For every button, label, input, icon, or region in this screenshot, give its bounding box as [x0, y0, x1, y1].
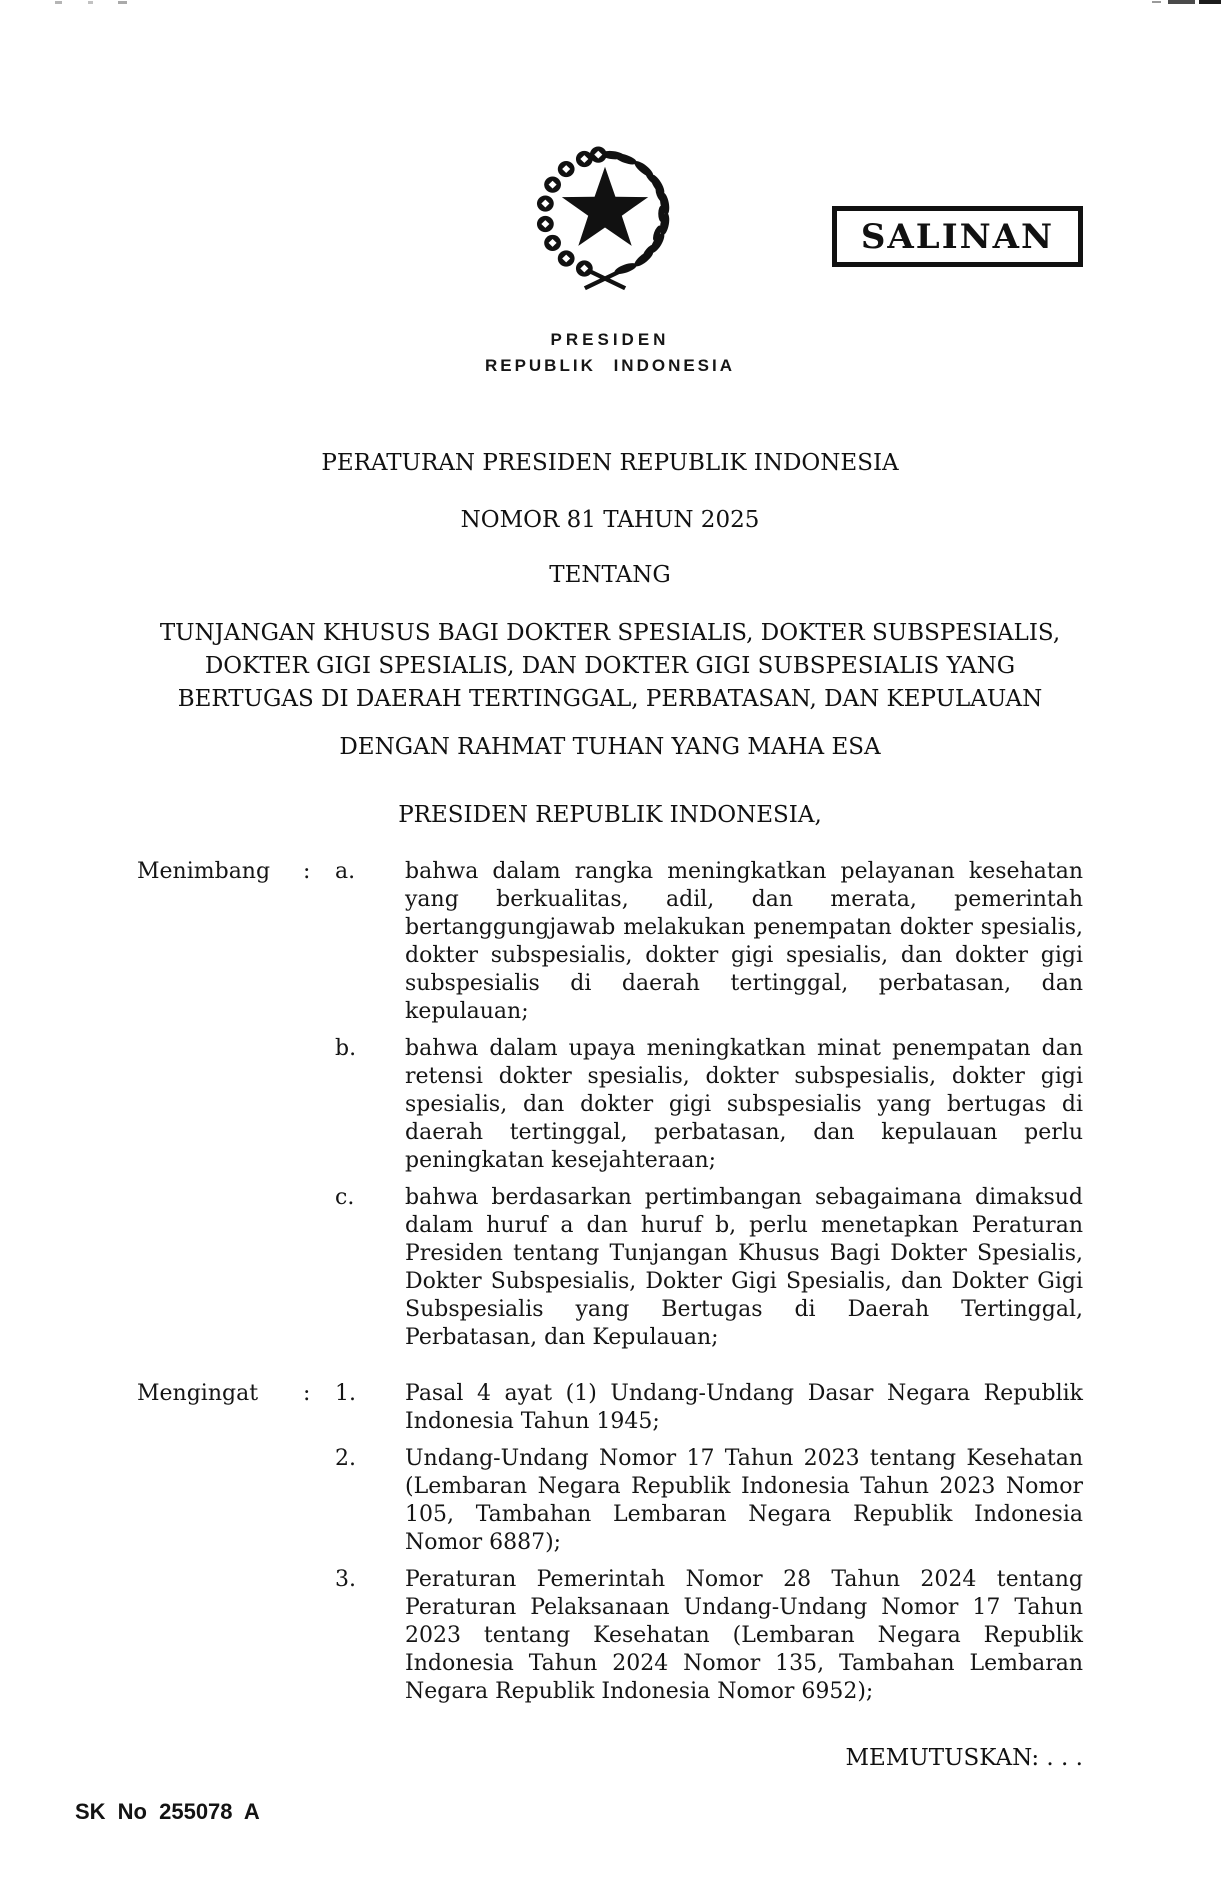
mengingat-colon: :	[303, 1381, 311, 1406]
consideration-item-c-marker: c.	[335, 1185, 355, 1210]
consideration-item-a-text: bahwa dalam rangka meningkatkan pelayanan kesehatan yang berkualitas, adil, dan merata, pemerintah bertanggungjawab melakukan penempatan dokter spesialis, dokter subspesialis, dokter gigi spesialis, dan dokter gigi subspesialis di daerah tertinggal, perbatasan, dan kepulauan;	[405, 859, 1083, 1024]
scan-artifact-top-right-2	[1168, 0, 1195, 4]
scan-artifact-top-right-3	[1199, 0, 1221, 4]
legal-basis-item-2	[335, 1445, 1083, 1557]
letterhead-presiden: PRESIDEN	[550, 330, 670, 349]
salinan-stamp-label: SALINAN	[860, 216, 1055, 257]
invocation-line: DENGAN RAHMAT TUHAN YANG MAHA ESA	[339, 734, 881, 760]
mengingat-label: Mengingat	[137, 1381, 259, 1406]
sk-number: SK No 255078 A	[75, 1799, 260, 1824]
memutuskan-catchword: MEMUTUSKAN: . . .	[845, 1745, 1083, 1771]
scan-artifact-top-left-3	[118, 1, 127, 4]
scan-artifact-top-left-2	[88, 1, 93, 4]
letterhead	[137, 330, 1083, 376]
presidential-seal-icon	[521, 136, 689, 298]
salinan-stamp	[832, 206, 1083, 267]
consideration-item-c	[335, 1184, 1083, 1352]
regulation-number: NOMOR 81 TAHUN 2025	[460, 507, 760, 533]
consideration-item-a-marker: a.	[335, 859, 356, 884]
regulation-subject-line-1: TUNJANGAN KHUSUS BAGI DOKTER SPESIALIS, DOKTER SUBSPESIALIS,	[159, 620, 1061, 646]
authority-line: PRESIDEN REPUBLIK INDONESIA,	[398, 802, 822, 828]
regulation-subject-line-3: BERTUGAS DI DAERAH TERTINGGAL, PERBATASAN, DAN KEPULAUAN	[177, 686, 1043, 712]
mengingat-section	[137, 1380, 1083, 1715]
legal-basis-item-3-marker: 3.	[335, 1567, 356, 1592]
legal-basis-item-2-marker: 2.	[335, 1446, 356, 1471]
menimbang-colon: :	[303, 859, 311, 884]
menimbang-label: Menimbang	[137, 859, 271, 884]
letterhead-republik-indonesia: REPUBLIK INDONESIA	[484, 356, 736, 375]
tentang-label: TENTANG	[549, 562, 671, 588]
legal-basis-item-1-text: Pasal 4 ayat (1) Undang-Undang Dasar Negara Republik Indonesia Tahun 1945;	[405, 1381, 1083, 1434]
menimbang-section	[137, 858, 1083, 1361]
consideration-item-b	[335, 1035, 1083, 1175]
legal-basis-item-1	[335, 1380, 1083, 1436]
regulation-subject	[137, 617, 1083, 716]
consideration-item-b-marker: b.	[335, 1036, 357, 1061]
regulation-title: PERATURAN PRESIDEN REPUBLIK INDONESIA	[321, 450, 899, 476]
legal-basis-item-1-marker: 1.	[335, 1381, 356, 1406]
legal-basis-item-3-text: Peraturan Pemerintah Nomor 28 Tahun 2024 tentang Peraturan Pelaksanaan Undang-Undang Nomor 17 Tahun 2023 tentang Kesehatan (Lembaran Negara Republik Indonesia Tahun 2024 Nomor 135, Tambahan Lembaran Negara Republik Indonesia Nomor 6952);	[405, 1567, 1083, 1704]
regulation-subject-line-2: DOKTER GIGI SPESIALIS, DAN DOKTER GIGI SUBSPESIALIS YANG	[204, 653, 1016, 679]
legal-basis-item-2-text: Undang-Undang Nomor 17 Tahun 2023 tentang Kesehatan (Lembaran Negara Republik Indonesia Tahun 2023 Nomor 105, Tambahan Lembaran Negara Republik Indonesia Nomor 6887);	[405, 1446, 1083, 1555]
consideration-item-c-text: bahwa berdasarkan pertimbangan sebagaimana dimaksud dalam huruf a dan huruf b, perlu menetapkan Peraturan Presiden tentang Tunjangan Khusus Bagi Dokter Spesialis, Dokter Subspesialis, Dokter Gigi Spesialis, dan Dokter Gigi Subspesialis yang Bertugas di Daerah Tertinggal, Perbatasan, dan Kepulauan;	[405, 1185, 1083, 1350]
consideration-item-a	[335, 858, 1083, 1026]
scan-artifact-top-right	[1152, 1, 1161, 3]
consideration-item-b-text: bahwa dalam upaya meningkatkan minat penempatan dan retensi dokter spesialis, dokter subspesialis, dokter gigi spesialis, dan dokter gigi subspesialis yang bertugas di daerah tertinggal, perbatasan, dan kepulauan perlu peningkatan kesejahteraan;	[405, 1036, 1083, 1173]
scan-artifact-top-left	[55, 1, 62, 4]
legal-basis-item-3	[335, 1566, 1083, 1706]
